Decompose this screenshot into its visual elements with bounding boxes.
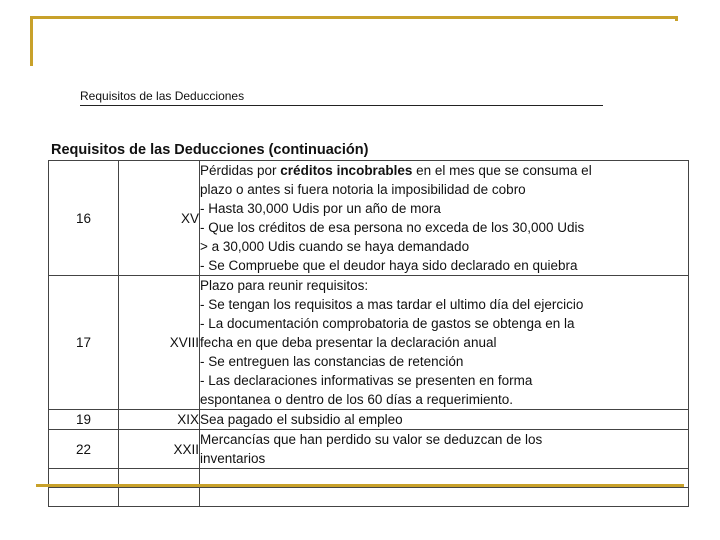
deductions-table-body <box>49 161 689 507</box>
empty-cell <box>119 488 200 507</box>
row-number-cell: 17 <box>49 276 119 410</box>
requirement-line: plazo o antes si fuera notoria la imposibilidad de cobro <box>200 182 526 197</box>
table-row <box>49 161 689 276</box>
row-fraction-cell: XV <box>119 161 200 276</box>
gold-frame-top-line <box>30 16 678 19</box>
empty-cell <box>200 488 689 507</box>
row-fraction-cell: XXII <box>119 430 200 469</box>
heading-underline <box>80 105 603 106</box>
requirement-line: Pérdidas por créditos incobrables en el mes que se consuma el <box>200 163 592 178</box>
row-number-cell: 22 <box>49 430 119 469</box>
requirement-line: - Se Compruebe que el deudor haya sido declarado en quiebra <box>200 258 578 273</box>
requirement-line: - Que los créditos de esa persona no exceda de los 30,000 Udis <box>200 220 585 235</box>
gold-frame-left-line <box>30 16 33 66</box>
row-requirements-cell <box>200 410 689 430</box>
requirement-line: - Se tengan los requisitos a mas tardar el ultimo día del ejercicio <box>200 297 584 312</box>
requirement-line: > a 30,000 Udis cuando se haya demandado <box>200 239 470 254</box>
row-fraction-cell: XIX <box>119 410 200 430</box>
requirement-line: - La documentación comprobatoria de gastos se obtenga en la <box>200 316 575 331</box>
table-row <box>49 276 689 410</box>
row-requirements-cell <box>200 276 689 410</box>
requirement-line: - Hasta 30,000 Udis por un año de mora <box>200 201 441 216</box>
row-fraction-cell: XVIII <box>119 276 200 410</box>
row-number-cell: 16 <box>49 161 119 276</box>
table-title: Requisitos de las Deducciones (continuación) <box>51 142 369 158</box>
requirement-line: - Se entreguen las constancias de retención <box>200 354 464 369</box>
requirement-emphasis: créditos incobrables <box>280 163 413 178</box>
requirement-line: Mercancías que han perdido su valor se deduzcan de los <box>200 432 543 447</box>
row-requirements-cell <box>200 430 689 469</box>
gold-frame-right-tick <box>675 16 678 21</box>
requirement-line: espontanea o dentro de los 60 días a requerimiento. <box>200 392 513 407</box>
empty-cell <box>49 488 119 507</box>
requirement-line: Plazo para reunir requisitos: <box>200 278 369 293</box>
row-requirements-cell <box>200 161 689 276</box>
table-row <box>49 430 689 469</box>
empty-table-row <box>49 488 689 507</box>
deductions-table <box>48 160 689 507</box>
requirement-line: inventarios <box>200 451 266 466</box>
page-heading: Requisitos de las Deducciones <box>80 89 245 103</box>
requirement-line: - Las declaraciones informativas se presenten en forma <box>200 373 533 388</box>
requirement-line: fecha en que deba presentar la declaración anual <box>200 335 497 350</box>
table-row <box>49 410 689 430</box>
requirement-line: Sea pagado el subsidio al empleo <box>200 412 403 427</box>
row-number-cell: 19 <box>49 410 119 430</box>
gold-frame-bottom-line <box>36 484 684 487</box>
